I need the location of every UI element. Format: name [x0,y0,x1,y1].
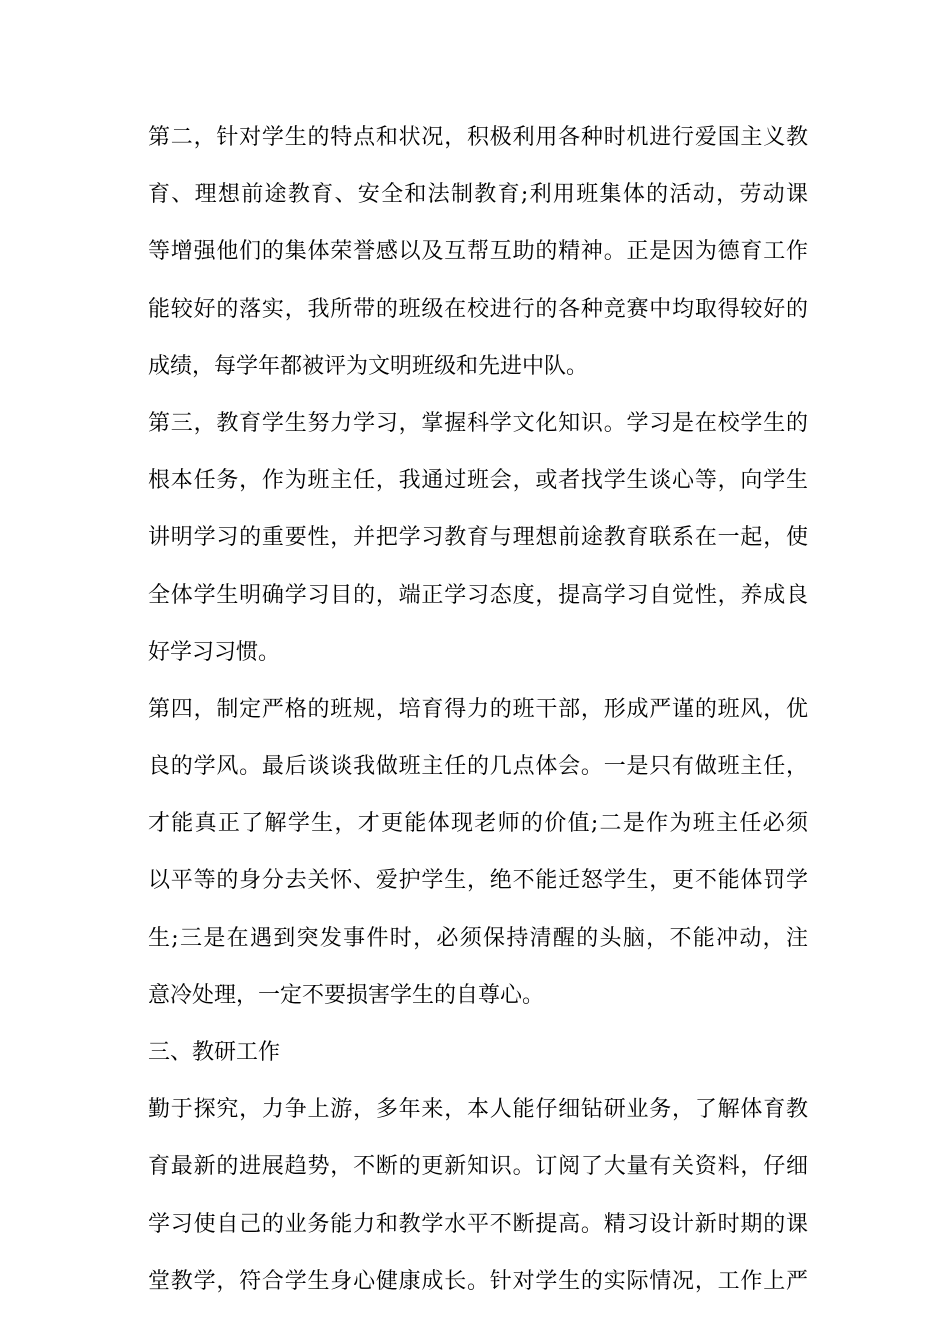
text-line: 讲明学习的重要性，并把学习教育与理想前途教育联系在一起，使 [148,525,808,551]
text-line: 学习使自己的业务能力和教学水平不断提高。精习设计新时期的课 [148,1211,808,1237]
text-line: 能较好的落实，我所带的班级在校进行的各种竞赛中均取得较好的 [148,296,808,322]
text-line: 良的学风。最后谈谈我做班主任的几点体会。一是只有做班主任， [148,754,808,780]
text-line: 第三，教育学生努力学习，掌握科学文化知识。学习是在校学生的 [148,410,808,436]
text-line: 勤于探究，力争上游，多年来，本人能仔细钻研业务，了解体育教 [148,1097,808,1123]
text-line: 生;三是在遇到突发事件时，必须保持清醒的头脑，不能冲动，注 [148,925,808,951]
text-line: 育最新的进展趋势，不断的更新知识。订阅了大量有关资料，仔细 [148,1154,808,1180]
text-line: 第二，针对学生的特点和状况，积极利用各种时机进行爱国主义教 [148,125,808,150]
text-line: 第四，制定严格的班规，培育得力的班干部，形成严谨的班风，优 [148,696,808,722]
text-line: 育、理想前途教育、安全和法制教育;利用班集体的活动，劳动课 [148,182,808,208]
text-line: 意冷处理，一定不要损害学生的自尊心。 [148,982,545,1008]
text-line: 堂教学，符合学生身心健康成长。针对学生的实际情况，工作上严 [148,1268,808,1294]
text-line: 成绩，每学年都被评为文明班级和先进中队。 [148,353,589,379]
text-line: 才能真正了解学生，才更能体现老师的价值;二是作为班主任必须 [148,811,808,837]
document-body [148,109,808,1310]
text-line: 全体学生明确学习目的，端正学习态度，提高学习自觉性，养成良 [148,582,808,608]
text-line: 好学习习惯。 [148,639,281,665]
text-line: 以平等的身分去关怀、爱护学生，绝不能迁怒学生，更不能体罚学 [148,868,808,894]
text-line: 根本任务，作为班主任，我通过班会，或者找学生谈心等，向学生 [148,468,808,494]
text-line: 等增强他们的集体荣誉感以及互帮互助的精神。正是因为德育工作 [148,239,808,265]
section-heading: 三、教研工作 [148,1040,281,1065]
